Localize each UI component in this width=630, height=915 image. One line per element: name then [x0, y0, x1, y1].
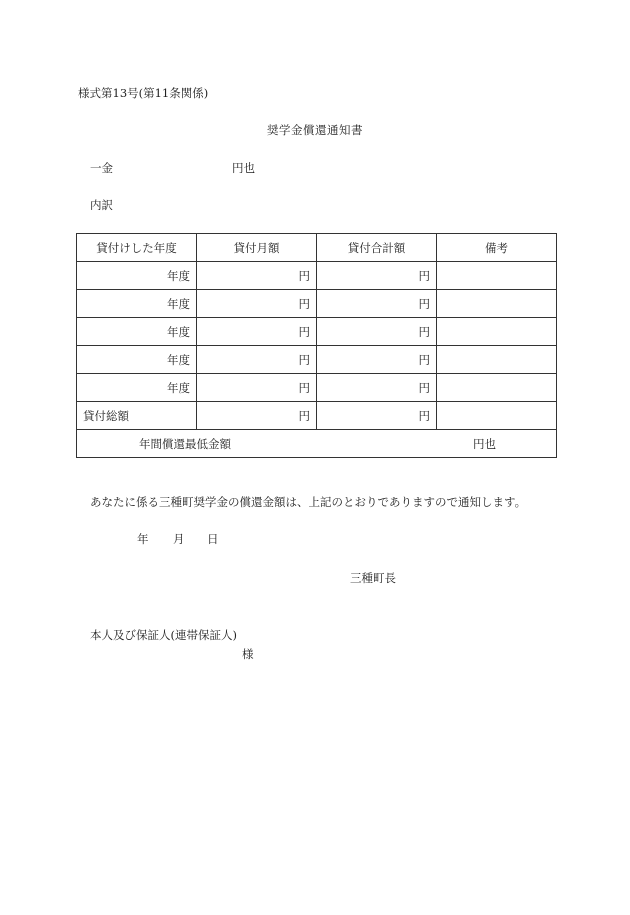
- cell-note: [437, 318, 557, 346]
- table-row: [77, 290, 557, 318]
- honorific: 様: [242, 647, 254, 661]
- total-note: [437, 402, 557, 430]
- loan-breakdown-table: [76, 233, 557, 458]
- table-row: [77, 374, 557, 402]
- cell-total: 円: [317, 290, 437, 318]
- cell-total: 円: [317, 262, 437, 290]
- amount-suffix: 円也: [232, 161, 255, 175]
- cell-note: [437, 346, 557, 374]
- table-row: [77, 318, 557, 346]
- cell-year: 年度: [77, 290, 197, 318]
- table-header-row: [77, 234, 557, 262]
- cell-note: [437, 290, 557, 318]
- header-total-amount: 貸付合計額: [317, 234, 437, 262]
- amount-label: 一金: [90, 161, 113, 175]
- cell-total: 円: [317, 346, 437, 374]
- cell-monthly: 円: [197, 318, 317, 346]
- minimum-repayment-cell: [77, 430, 557, 458]
- minimum-repayment-row: [77, 430, 557, 458]
- recipient: 本人及び保証人(連帯保証人): [90, 628, 237, 642]
- cell-total: 円: [317, 318, 437, 346]
- cell-note: [437, 262, 557, 290]
- date-month: 月: [173, 532, 185, 546]
- cell-monthly: 円: [197, 346, 317, 374]
- total-label: 貸付総額: [77, 402, 197, 430]
- form-number: 様式第13号(第11条関係): [78, 86, 209, 100]
- total-row: [77, 402, 557, 430]
- total-amount: 円: [317, 402, 437, 430]
- cell-year: 年度: [77, 318, 197, 346]
- cell-year: 年度: [77, 346, 197, 374]
- date-day: 日: [207, 532, 219, 546]
- minimum-repayment-label: 年間償還最低金額: [139, 437, 231, 451]
- notice-text: あなたに係る三種町奨学金の償還金額は、上記のとおりでありますので通知します。: [90, 495, 527, 509]
- cell-year: 年度: [77, 262, 197, 290]
- breakdown-label: 内訳: [90, 198, 113, 212]
- cell-monthly: 円: [197, 290, 317, 318]
- cell-note: [437, 374, 557, 402]
- header-monthly-amount: 貸付月額: [197, 234, 317, 262]
- table-row: [77, 262, 557, 290]
- minimum-repayment-suffix: 円也: [473, 437, 496, 451]
- cell-monthly: 円: [197, 374, 317, 402]
- cell-monthly: 円: [197, 262, 317, 290]
- header-remarks: 備考: [437, 234, 557, 262]
- cell-total: 円: [317, 374, 437, 402]
- document-title: 奨学金償還通知書: [267, 123, 363, 137]
- cell-year: 年度: [77, 374, 197, 402]
- total-monthly: 円: [197, 402, 317, 430]
- table-row: [77, 346, 557, 374]
- date-year: 年: [137, 532, 149, 546]
- header-loan-year: 貸付けした年度: [77, 234, 197, 262]
- issuer: 三種町長: [350, 571, 396, 585]
